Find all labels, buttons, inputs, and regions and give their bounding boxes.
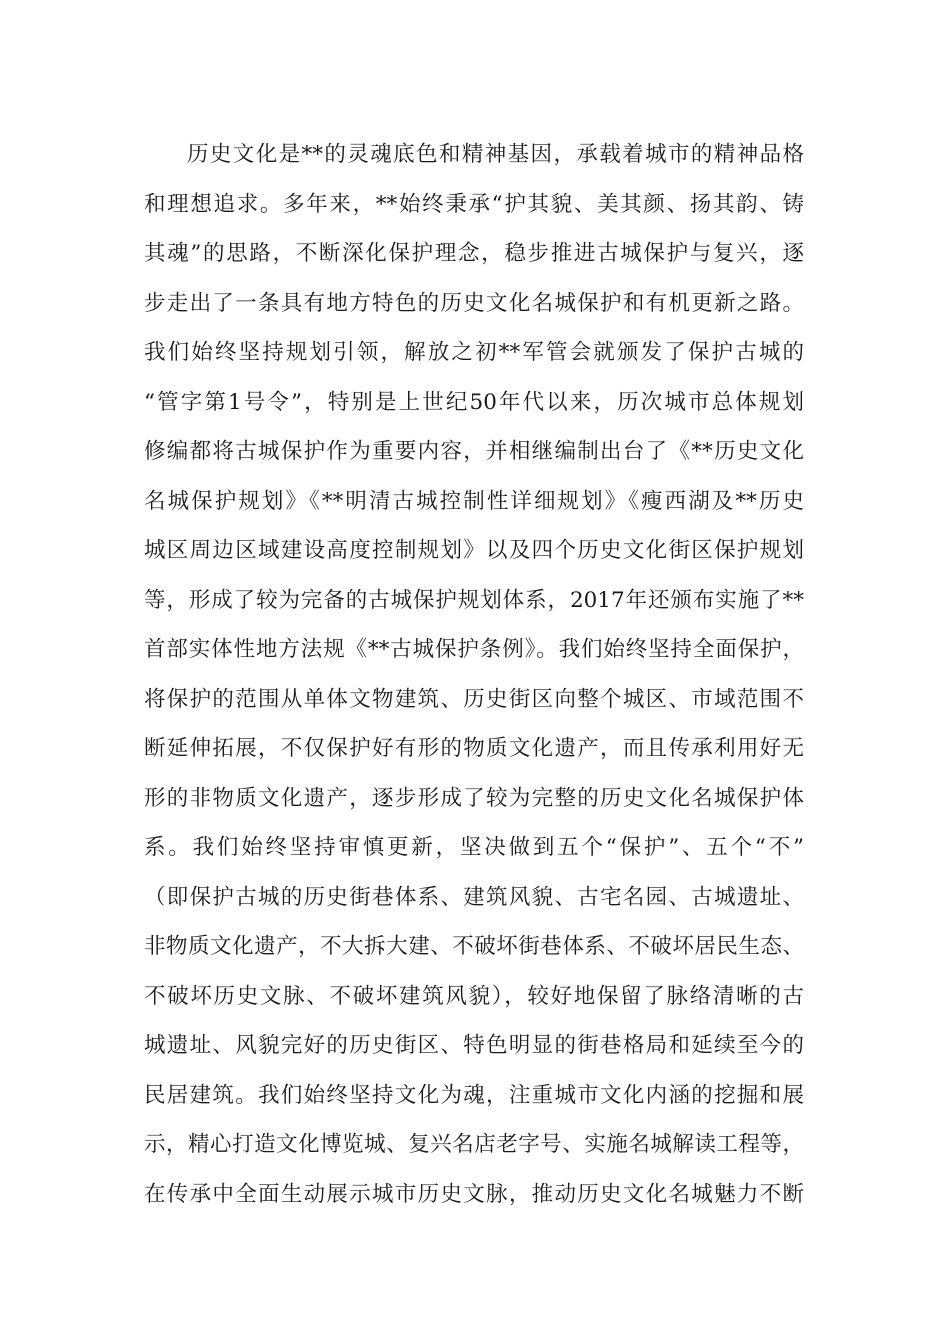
text-line: （即保护古城的历史街巷体系、建筑风貌、古宅名园、古城遗址、 <box>144 884 804 910</box>
text-line: 示，精心打造文化博览城、复兴名店老字号、实施名城解读工程等， <box>144 1132 804 1157</box>
text-line: 城遗址、风貌完好的历史街区、特色明显的街巷格局和延续至今的 <box>144 1033 804 1058</box>
text-line: 不破坏历史文脉、不破坏建筑风貌），较好地保留了脉络清晰的古 <box>144 983 804 1009</box>
text-line: 城区周边区域建设高度控制规划》以及四个历史文化街区保护规划 <box>144 538 804 563</box>
text-line: 断延伸拓展，不仅保护好有形的物质文化遗产，而且传承利用好无 <box>144 736 804 761</box>
text-line: 其魂”的思路，不断深化保护理念，稳步推进古城保护与复兴，逐 <box>144 241 804 266</box>
text-line: 民居建筑。我们始终坚持文化为魂，注重城市文化内涵的挖掘和展 <box>144 1082 804 1108</box>
text-line: 我们始终坚持规划引领，解放之初**军管会就颁发了保护古城的 <box>144 340 804 365</box>
text-line: 和理想追求。多年来，**始终秉承“护其貌、美其颜、扬其韵、铸 <box>144 191 804 217</box>
text-line: 在传承中全面生动展示城市历史文脉，推动历史文化名城魅力不断 <box>144 1181 804 1207</box>
text-line: 非物质文化遗产，不大拆大建、不破坏街巷体系、不破坏居民生态、 <box>144 934 804 959</box>
text-line: 历史文化是**的灵魂底色和精神基因，承载着城市的精神品格 <box>187 142 804 167</box>
text-line: 系。我们始终坚持审慎更新，坚决做到五个“保护”、五个“不” <box>144 835 804 860</box>
text-line: 修编都将古城保护作为重要内容，并相继编制出台了《**历史文化 <box>144 439 804 464</box>
body-paragraph <box>144 130 804 1219</box>
text-line: “管字第1号令”，特别是上世纪50年代以来，历次城市总体规划 <box>144 389 804 415</box>
text-line: 步走出了一条具有地方特色的历史文化名城保护和有机更新之路。 <box>144 290 804 316</box>
text-line: 名城保护规划》《**明清古城控制性详细规划》《瘦西湖及**历史 <box>144 488 804 514</box>
text-line: 将保护的范围从单体文物建筑、历史街区向整个城区、市域范围不 <box>144 686 804 712</box>
text-line: 形的非物质文化遗产，逐步形成了较为完整的历史文化名城保护体 <box>144 785 804 811</box>
text-line: 首部实体性地方法规《**古城保护条例》。我们始终坚持全面保护， <box>144 637 804 662</box>
text-line: 等，形成了较为完备的古城保护规划体系，2017年还颁布实施了** <box>144 587 804 613</box>
